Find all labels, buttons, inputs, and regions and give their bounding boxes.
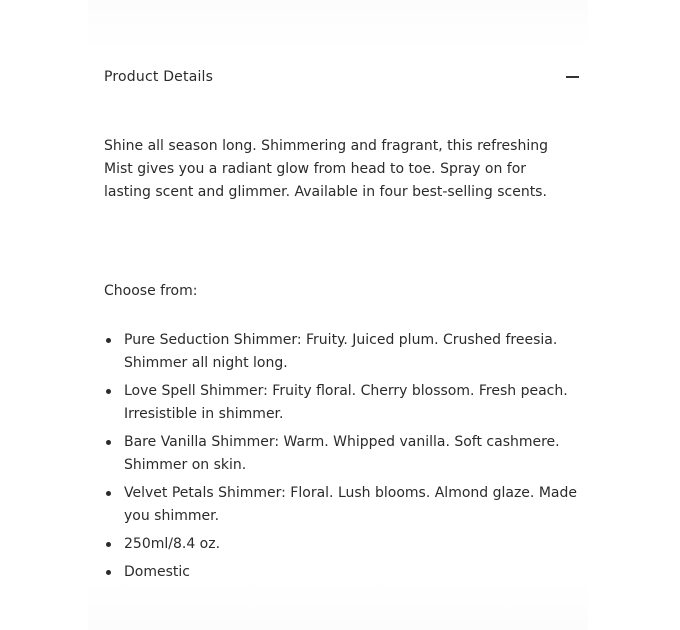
list-item	[104, 329, 584, 375]
bullet-icon	[106, 389, 111, 394]
choose-from-label: Choose from:	[104, 283, 198, 299]
list-item-text: Pure Seduction Shimmer: Fruity. Juiced plum. Crushed freesia. Shimmer all night long.	[124, 332, 558, 371]
minus-icon[interactable]	[566, 70, 580, 84]
bullet-icon	[106, 491, 111, 496]
bullet-icon	[106, 570, 111, 575]
bullet-icon	[106, 542, 111, 547]
list-item	[104, 561, 584, 584]
bullet-icon	[106, 440, 111, 445]
list-item	[104, 533, 584, 556]
list-item	[104, 431, 584, 477]
list-item-text: Velvet Petals Shimmer: Floral. Lush blooms. Almond glaze. Made you shimmer.	[124, 485, 577, 524]
list-item	[104, 380, 584, 426]
list-item	[104, 482, 584, 528]
list-item-text: Bare Vanilla Shimmer: Warm. Whipped vanilla. Soft cashmere. Shimmer on skin.	[124, 434, 560, 473]
list-item-text: 250ml/8.4 oz.	[124, 536, 221, 552]
list-item-text: Domestic	[124, 564, 190, 580]
scent-options-list	[104, 329, 584, 589]
bullet-icon	[106, 338, 111, 343]
product-description: Shine all season long. Shimmering and fragrant, this refreshing Mist gives you a radiant glow from head to toe. Spray on for lasting scent and glimmer. Available in four best-selling scents.	[104, 138, 548, 200]
list-item-text: Love Spell Shimmer: Fruity floral. Cherry blossom. Fresh peach. Irresistible in shimmer.	[124, 383, 568, 422]
product-details-header[interactable]	[104, 64, 580, 90]
product-details-title: Product Details	[104, 69, 214, 85]
